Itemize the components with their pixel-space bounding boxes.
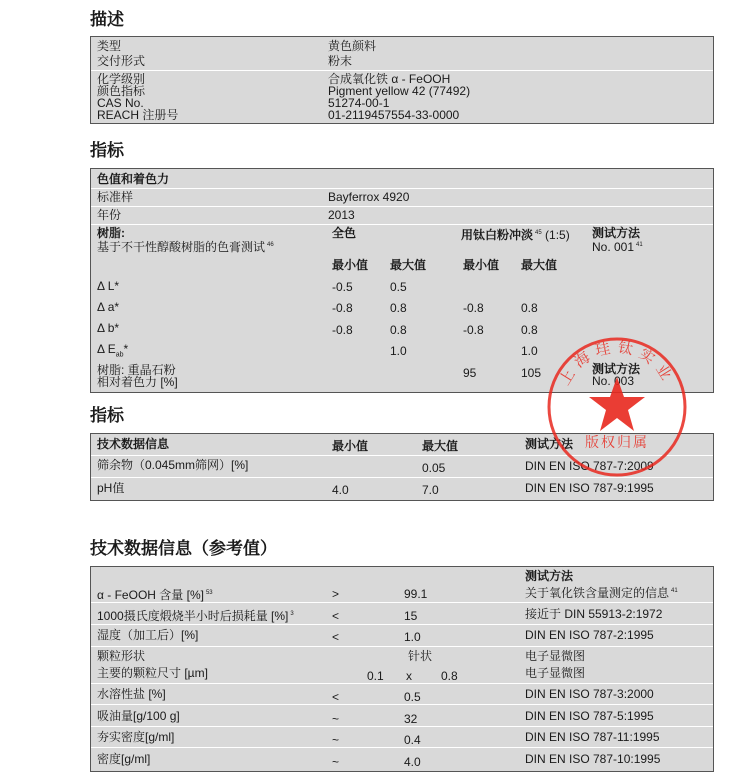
ref-row-method: DIN EN ISO 787-11:1995: [525, 730, 660, 744]
divider: [91, 224, 713, 225]
ref-row-op: ~: [332, 733, 340, 747]
strength-label-2: 相对着色力 [%]: [97, 375, 178, 389]
size-x: x: [406, 669, 412, 683]
db-tint-max: 0.8: [521, 323, 538, 337]
divider: [91, 624, 713, 625]
ref-row-op: >: [332, 587, 340, 601]
da-label: Δ a*: [97, 300, 120, 314]
desc-value: 51274-00-1: [328, 96, 390, 110]
db-min: -0.8: [332, 323, 353, 337]
ref-row-op: <: [332, 630, 340, 644]
ref-row-label: α - FeOOH 含量 [%] $^{53}$: [97, 588, 213, 602]
ref-row-value: 0.4: [404, 733, 421, 747]
max-header: 最大值: [390, 258, 427, 272]
color-heading: 色值和着色力: [97, 172, 170, 186]
description-box: [90, 36, 714, 124]
de-tint-max: 1.0: [521, 344, 538, 358]
ref-row-op: ~: [332, 755, 340, 769]
strength-min: 95: [463, 366, 477, 380]
ref-row-label: 夯实密度[g/ml]: [97, 730, 175, 744]
size-min: 0.1: [367, 669, 384, 683]
tech-row-label: pH值: [97, 481, 125, 495]
strength-method-no: No. 003: [592, 374, 635, 388]
std-label: 标准样: [97, 190, 134, 204]
desc-label: 颜色指标: [97, 84, 146, 98]
divider: [91, 188, 713, 189]
seal-bottom-text: 版权归属: [585, 435, 649, 451]
tech-row-max: 7.0: [422, 483, 439, 497]
dl-max: 0.5: [390, 280, 407, 294]
divider: [91, 704, 713, 705]
ref-row-label: 水溶性盐 [%]: [97, 687, 166, 701]
spec2-title: 指标: [90, 406, 124, 426]
year-value: 2013: [328, 208, 355, 222]
ref-row-value: 4.0: [404, 755, 421, 769]
test-method-no: No. 001 $^{41}$: [592, 240, 643, 254]
da-tint-min: -0.8: [463, 301, 484, 315]
de-max: 1.0: [390, 344, 407, 358]
desc-value: Pigment yellow 42 (77492): [328, 84, 471, 98]
seal-top-text: 上海珪钛实业: [555, 337, 679, 389]
ref-row-label: 湿度（加工后）[%]: [97, 628, 199, 642]
divider: [91, 726, 713, 727]
resin-label: 树脂:: [97, 226, 125, 240]
desc-value: 黄色颜料: [328, 39, 377, 53]
ref-row-method: 接近于 DIN 55913-2:1972: [525, 607, 663, 621]
shape-value: 针状: [408, 649, 433, 663]
ref-row-value: 1.0: [404, 630, 421, 644]
ref-row-value: 99.1: [404, 587, 428, 601]
tech-row-label: 筛余物（0.045mm筛网）[%]: [97, 458, 249, 472]
star-icon: [589, 374, 645, 431]
shape-method: 电子显微图: [525, 649, 586, 663]
divider: [91, 646, 713, 647]
tech-heading: 技术数据信息: [97, 437, 170, 451]
tech-min-header: 最小值: [332, 439, 369, 453]
desc-label: CAS No.: [97, 96, 144, 110]
desc-label: 化学级别: [97, 72, 146, 86]
ref-row-label: 1000摄氏度煅烧半小时后损耗量 [%] $^3$: [97, 609, 294, 623]
strength-label: 树脂: 重晶石粉: [97, 363, 176, 377]
size-label: 主要的颗粒尺寸 [µm]: [97, 666, 208, 680]
tint-heading: 用钛白粉冲淡 $^{45}$ (1:5): [461, 228, 570, 242]
ref-row-method: DIN EN ISO 787-2:1995: [525, 628, 654, 642]
db-tint-min: -0.8: [463, 323, 484, 337]
db-max: 0.8: [390, 323, 407, 337]
tech-row-min: 4.0: [332, 483, 349, 497]
ref-row-label: 密度[g/ml]: [97, 752, 151, 766]
ref-row-method: DIN EN ISO 787-10:1995: [525, 752, 661, 766]
da-tint-max: 0.8: [521, 301, 538, 315]
da-max: 0.8: [390, 301, 407, 315]
da-min: -0.8: [332, 301, 353, 315]
tech-row-max: 0.05: [422, 461, 446, 475]
std-value: Bayferrox 4920: [328, 190, 410, 204]
ref-method-header: 测试方法: [525, 569, 574, 583]
tint-min-header: 最小值: [463, 258, 500, 272]
size-method: 电子显微图: [525, 666, 586, 680]
desc-label: 交付形式: [97, 54, 146, 68]
ref-row-op: <: [332, 690, 340, 704]
ref-row-value: 32: [404, 712, 418, 726]
desc-label: REACH 注册号: [97, 108, 179, 122]
ref-row-label: 吸油量[g/100 g]: [97, 709, 180, 723]
resin-desc: 基于不干性醇酸树脂的色膏测试 $^{46}$: [97, 240, 274, 254]
divider: [91, 747, 713, 748]
tint-max-header: 最大值: [521, 258, 558, 272]
ref-row-value: 15: [404, 609, 418, 623]
ref-row-op: ~: [332, 712, 340, 726]
ref-title: 技术数据信息（参考值）: [90, 539, 277, 559]
divider: [91, 206, 713, 207]
strength-max: 105: [521, 366, 542, 380]
full-color-heading: 全色: [332, 226, 357, 240]
year-label: 年份: [97, 208, 122, 222]
ref-row-method: DIN EN ISO 787-5:1995: [525, 709, 654, 723]
desc-value: 粉末: [328, 54, 353, 68]
de-label: Δ $E_{ab}*$: [97, 342, 129, 359]
min-header: 最小值: [332, 258, 369, 272]
desc-value: 合成氧化铁 α - FeOOH: [328, 72, 451, 86]
ref-row-op: <: [332, 609, 340, 623]
size-max: 0.8: [441, 669, 458, 683]
spec-title: 指标: [90, 141, 124, 161]
desc-title: 描述: [90, 10, 124, 30]
ref-row-value: 0.5: [404, 690, 421, 704]
dl-min: -0.5: [332, 280, 353, 294]
reference-box: [90, 566, 714, 772]
ref-row-method: 关于氧化铁含量测定的信息 $^{41}$: [525, 586, 678, 600]
test-method-heading: 测试方法: [592, 226, 641, 240]
divider: [91, 70, 713, 71]
desc-value: 01-2119457554-33-0000: [328, 108, 460, 122]
desc-label: 类型: [97, 39, 122, 53]
tech-method-header: 测试方法: [525, 437, 574, 451]
tech-row-method: DIN EN ISO 787-9:1995: [525, 481, 654, 495]
tech-max-header: 最大值: [422, 439, 459, 453]
dl-label: Δ L*: [97, 279, 120, 293]
strength-method: 测试方法: [592, 362, 641, 376]
shape-label: 颗粒形状: [97, 649, 146, 663]
divider: [91, 683, 713, 684]
ref-row-method: DIN EN ISO 787-3:2000: [525, 687, 654, 701]
divider: [91, 602, 713, 603]
db-label: Δ b*: [97, 321, 120, 335]
tech-row-method: DIN EN ISO 787-7:2009: [525, 459, 654, 473]
company-seal: [545, 335, 689, 479]
